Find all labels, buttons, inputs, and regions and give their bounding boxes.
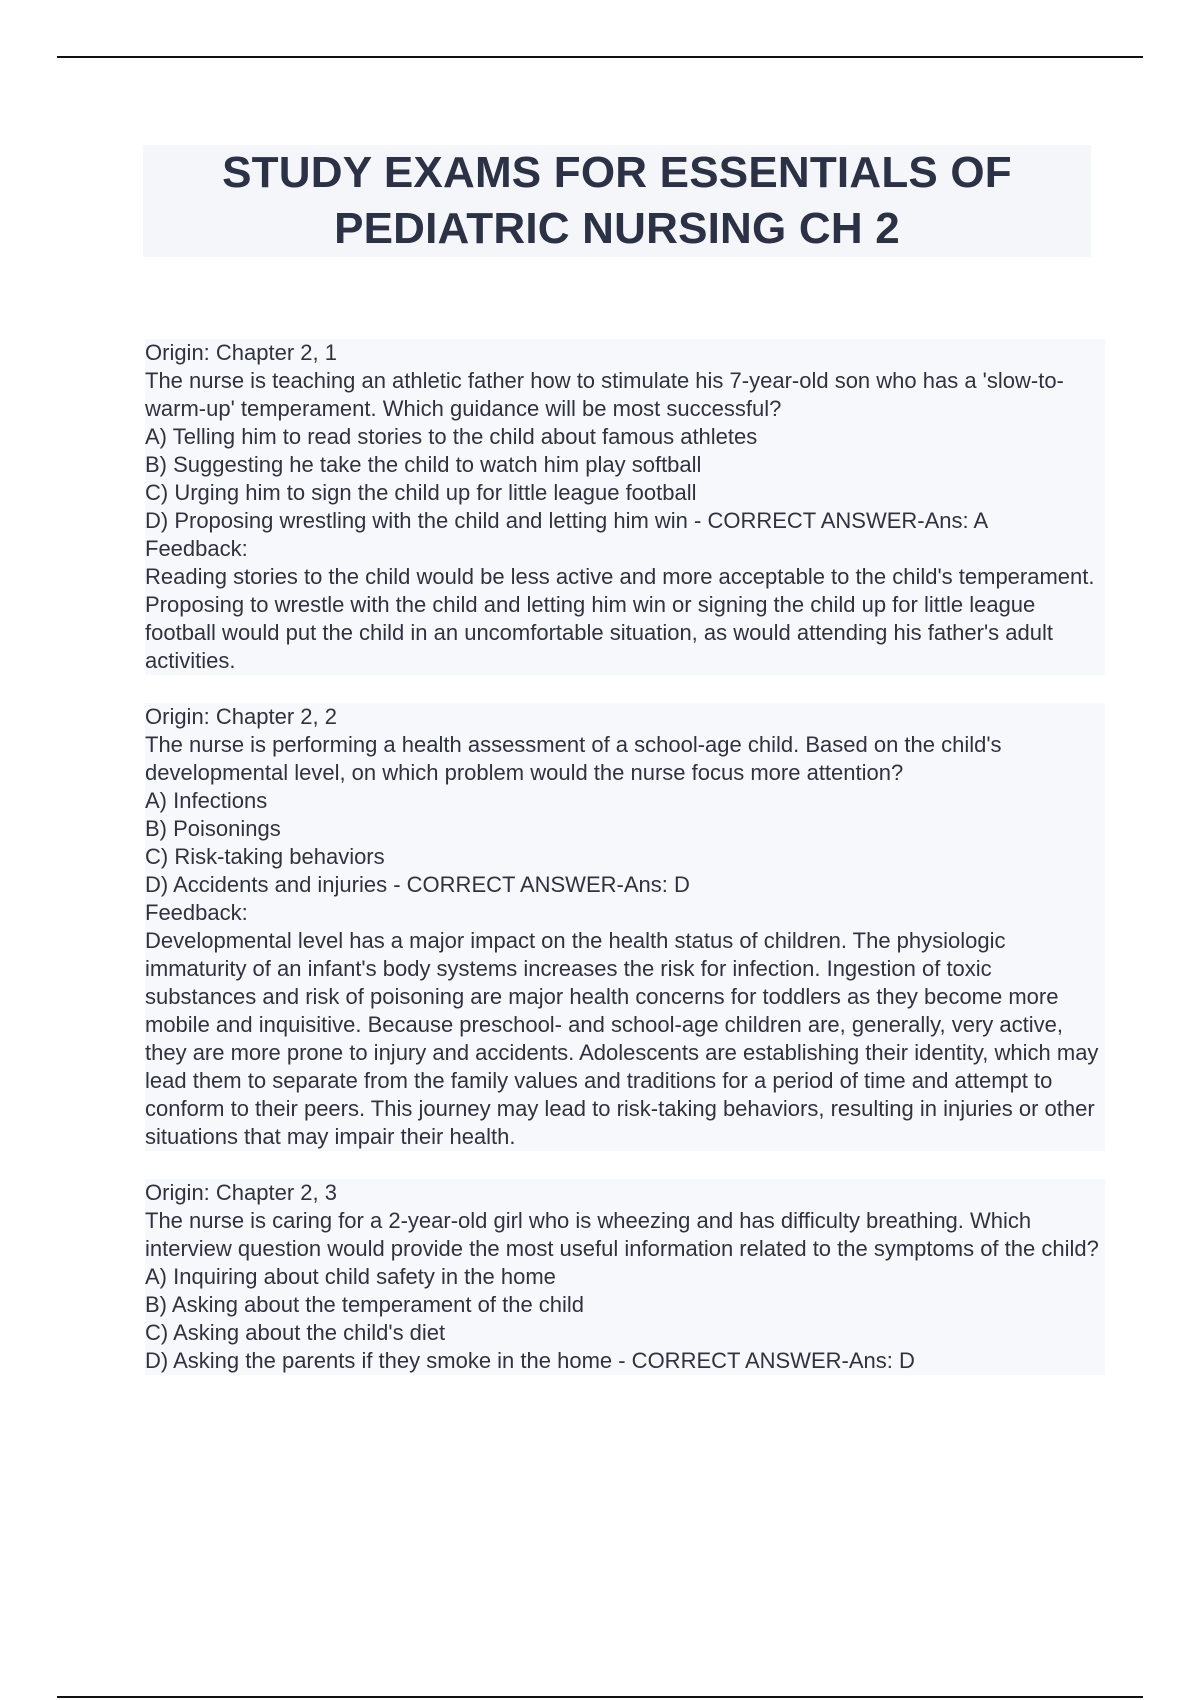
- option-a: A) Infections: [145, 787, 1105, 815]
- question-1: [145, 339, 1105, 675]
- question-origin: Origin: Chapter 2, 3: [145, 1179, 1105, 1207]
- option-b: B) Poisonings: [145, 815, 1105, 843]
- question-3: [145, 1179, 1105, 1375]
- feedback-label: Feedback:: [145, 535, 1105, 563]
- feedback-text: Developmental level has a major impact on the health status of children. The physiologic immaturity of an infant's body systems increases the risk for infection. Ingestion of toxic substances and risk of poisoning are major health concerns for toddlers as they become more mobile and inquisitive. Because preschool- and school-age children are, generally, very active, they are more prone to injury and accidents. Adolescents are establishing their identity, which may lead them to separate from the family values and traditions for a period of time and attempt to conform to their peers. This journey may lead to risk-taking behaviors, resulting in injuries or other situations that may impair their health.: [145, 928, 1105, 1149]
- title-line-2: PEDIATRIC NURSING CH 2: [334, 204, 900, 253]
- feedback-label: Feedback:: [145, 899, 1105, 927]
- question-origin: Origin: Chapter 2, 2: [145, 703, 1105, 731]
- question-origin: Origin: Chapter 2, 1: [145, 339, 1105, 367]
- question-stem: The nurse is performing a health assessment of a school-age child. Based on the child's developmental level, on which problem would the nurse focus more attention?: [145, 731, 1105, 787]
- option-d-answer: D) Accidents and injuries - CORRECT ANSWER-Ans: D: [145, 871, 1105, 899]
- document-title: [222, 145, 1012, 257]
- option-c: C) Asking about the child's diet: [145, 1319, 1105, 1347]
- footer-rule: [57, 1696, 1143, 1698]
- option-b: B) Asking about the temperament of the child: [145, 1291, 1105, 1319]
- document-body: [145, 339, 1105, 1375]
- feedback-text: Reading stories to the child would be less active and more acceptable to the child's temperament. Proposing to wrestle with the child and letting him win or signing the child up for little league football would put the child in an uncomfortable situation, as would attending his father's adult activities.: [145, 563, 1105, 675]
- option-c: C) Risk-taking behaviors: [145, 843, 1105, 871]
- question-stem: The nurse is caring for a 2-year-old girl who is wheezing and has difficulty breathing. Which interview question would provide the most useful information related to the symptoms of the child?: [145, 1207, 1105, 1263]
- title-banner: [143, 145, 1091, 257]
- header-rule: [57, 56, 1143, 58]
- option-c: C) Urging him to sign the child up for little league football: [145, 479, 1105, 507]
- option-a: A) Telling him to read stories to the child about famous athletes: [145, 423, 1105, 451]
- option-a: A) Inquiring about child safety in the home: [145, 1263, 1105, 1291]
- option-b: B) Suggesting he take the child to watch him play softball: [145, 451, 1105, 479]
- question-stem: The nurse is teaching an athletic father how to stimulate his 7-year-old son who has a 'slow-to-warm-up' temperament. Which guidance will be most successful?: [145, 367, 1105, 423]
- option-d-answer: D) Asking the parents if they smoke in the home - CORRECT ANSWER-Ans: D: [145, 1347, 1105, 1375]
- title-line-1: STUDY EXAMS FOR ESSENTIALS OF: [222, 148, 1012, 197]
- option-d-answer: D) Proposing wrestling with the child and letting him win - CORRECT ANSWER-Ans: A: [145, 507, 1105, 535]
- question-2: [145, 703, 1105, 1151]
